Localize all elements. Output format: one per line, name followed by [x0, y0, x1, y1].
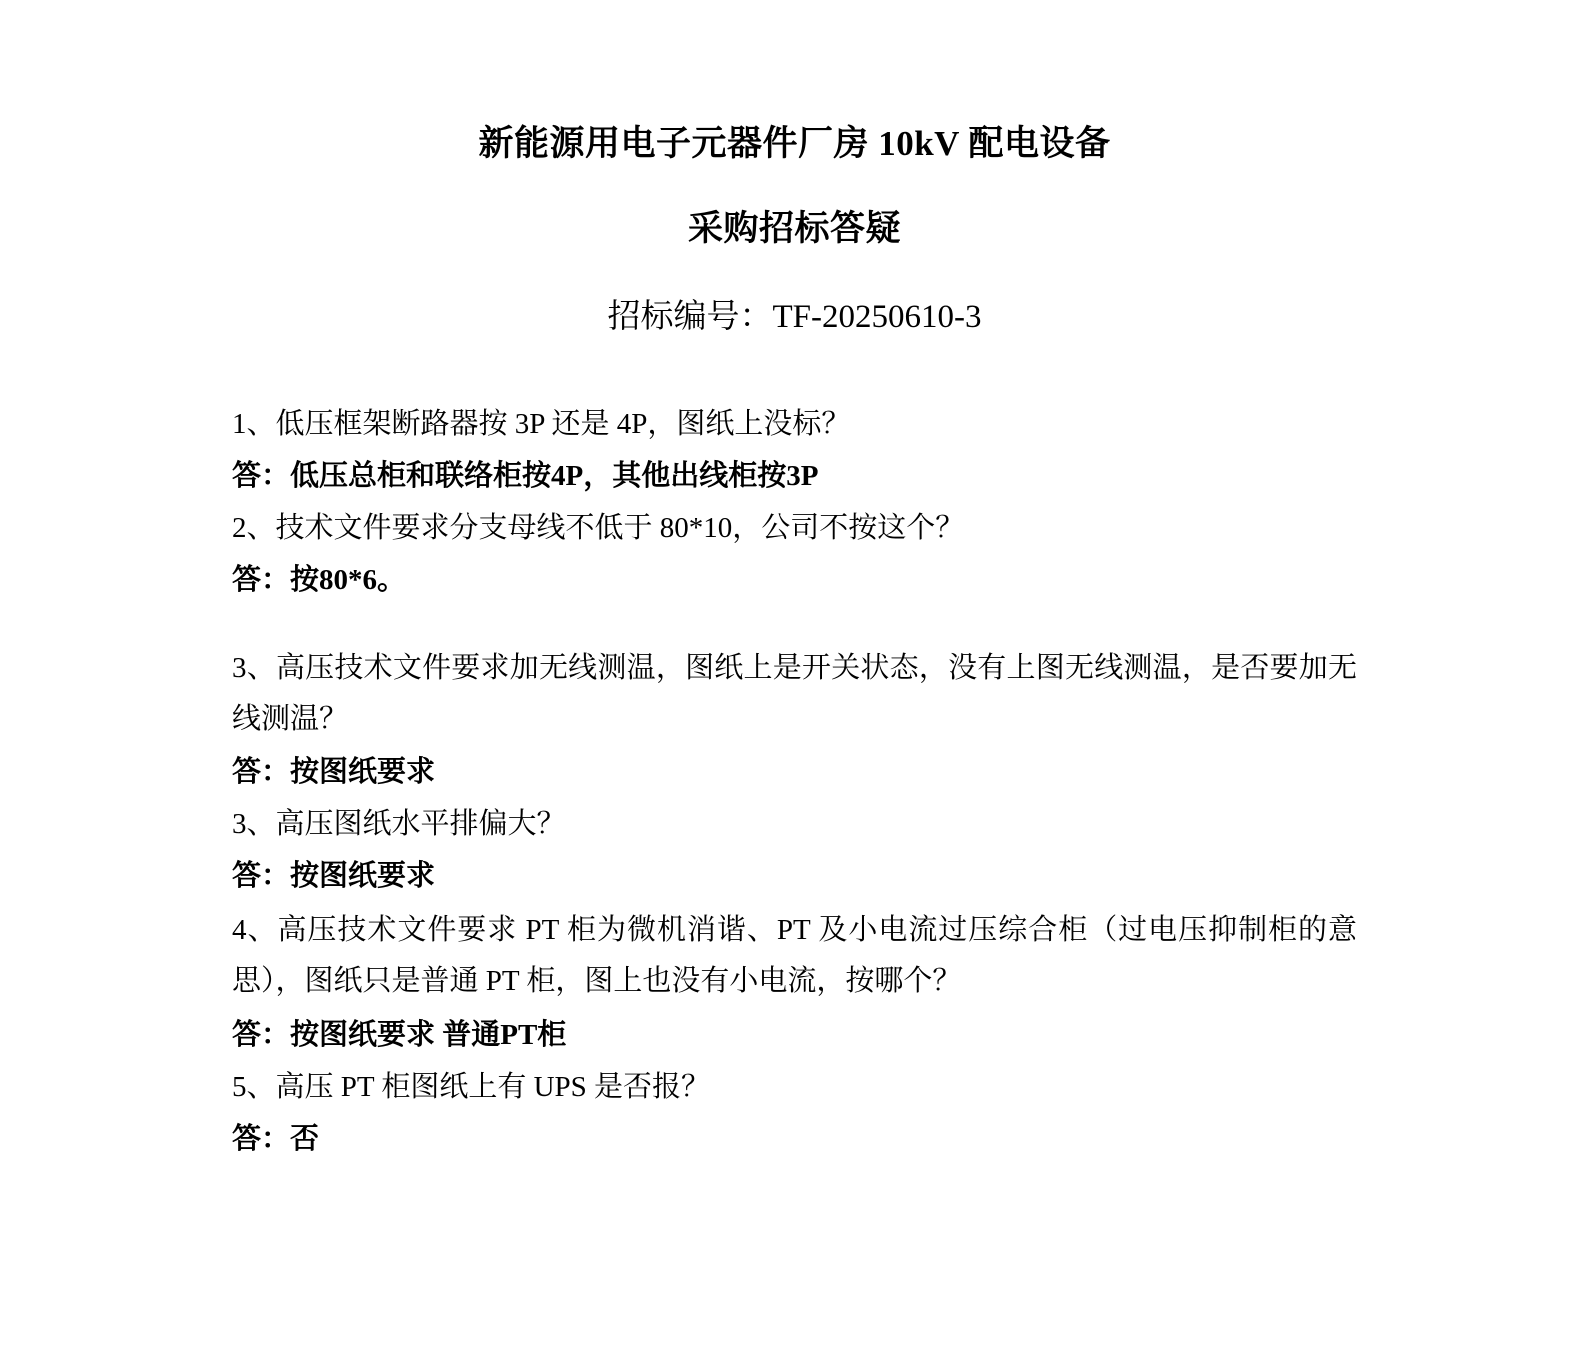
answer-1: 答：低压总柜和联络柜按4P，其他出线柜按3P [232, 460, 819, 493]
answer-6: 答：否 [232, 1122, 320, 1155]
answer-5: 答：按图纸要求 普通PT柜 [232, 1018, 567, 1051]
tender-number: 招标编号：TF-20250610-3 [607, 298, 982, 335]
question-4: 3、高压图纸水平排偏大？ [232, 808, 566, 841]
document-title-line-2: 采购招标答疑 [687, 209, 901, 249]
paragraph-spacer [232, 609, 1357, 643]
document-title-block [232, 120, 1357, 339]
question-5: 4、高压技术文件要求 PT 柜为微机消谐、PT 及小电流过压综合柜（过电压抑制柜的意思），图纸只是普通 PT 柜，图上也没有小电流，按哪个？ [232, 914, 1357, 998]
question-2: 2、技术文件要求分支母线不低于 80*10，公司不按这个？ [232, 511, 965, 544]
qa-body [232, 401, 1357, 1163]
question-6: 5、高压 PT 柜图纸上有 UPS 是否报？ [232, 1070, 711, 1103]
answer-3: 答：按图纸要求 [232, 756, 436, 789]
document-title-line-1: 新能源用电子元器件厂房 10kV 配电设备 [478, 124, 1111, 163]
answer-2: 答：按80*6。 [232, 563, 407, 596]
answer-4: 答：按图纸要求 [232, 860, 436, 893]
question-1: 1、低压框架断路器按 3P 还是 4P，图纸上没标？ [232, 408, 851, 441]
question-3: 3、高压技术文件要求加无线测温，图纸上是开关状态，没有上图无线测温，是否要加无线测温？ [232, 651, 1357, 735]
